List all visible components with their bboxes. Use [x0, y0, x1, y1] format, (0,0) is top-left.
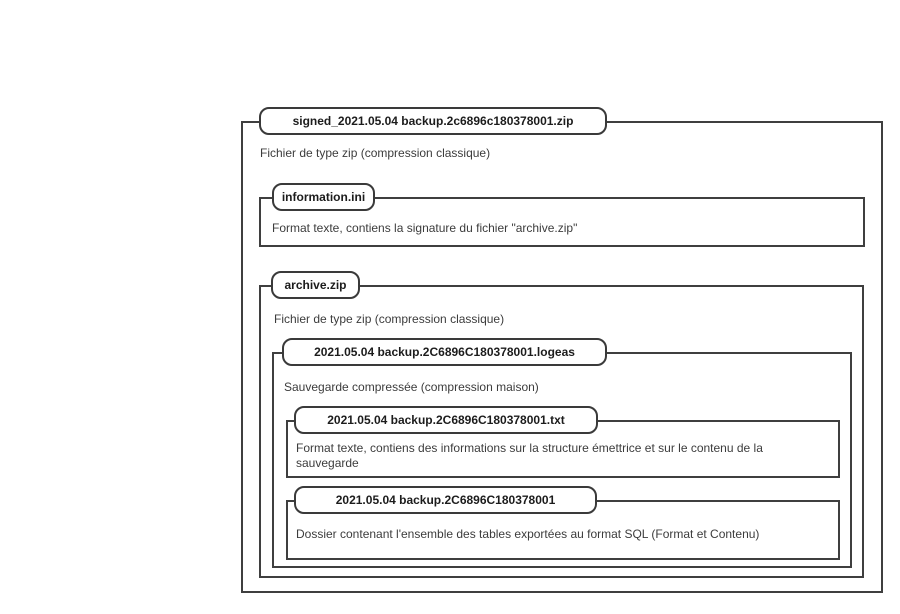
container-backup-sql-folder — [286, 493, 840, 560]
backup-txt-label: 2021.05.04 backup.2C6896C180378001.txt — [327, 413, 565, 427]
container-information-ini — [259, 190, 865, 247]
logeas-backup-description: Sauvegarde compressée (compression maison) — [284, 380, 539, 394]
information-ini-label: information.ini — [281, 190, 366, 204]
file-tab-information-ini — [272, 183, 375, 211]
backup-sql-folder-label: 2021.05.04 backup.2C6896C180378001 — [335, 493, 556, 507]
backup-txt-description: Format texte, contiens des informations sur la structure émettrice et sur le contenu de la sauvegarde — [296, 441, 763, 470]
file-tab-archive-zip — [271, 271, 360, 299]
container-archive-zip — [259, 278, 864, 578]
container-backup-txt — [286, 413, 840, 478]
file-tab-backup-txt — [294, 406, 598, 434]
signed-zip-label: signed_2021.05.04 backup.2c6896c180378001.zip — [292, 114, 574, 128]
file-tab-logeas-backup — [282, 338, 607, 366]
file-tab-signed-zip — [259, 107, 607, 135]
information-ini-description: Format texte, contiens la signature du fichier "archive.zip" — [272, 221, 578, 235]
backup-sql-folder-description: Dossier contenant l'ensemble des tables exportées au format SQL (Format et Contenu) — [296, 527, 760, 541]
archive-zip-description: Fichier de type zip (compression classique) — [274, 312, 505, 326]
signed-zip-description: Fichier de type zip (compression classique) — [260, 146, 491, 160]
archive-zip-label: archive.zip — [284, 278, 347, 292]
container-logeas-backup — [272, 345, 852, 568]
file-tab-backup-sql-folder — [294, 486, 597, 514]
container-signed-zip — [241, 114, 883, 593]
logeas-backup-label: 2021.05.04 backup.2C6896C180378001.logeas — [314, 345, 575, 359]
